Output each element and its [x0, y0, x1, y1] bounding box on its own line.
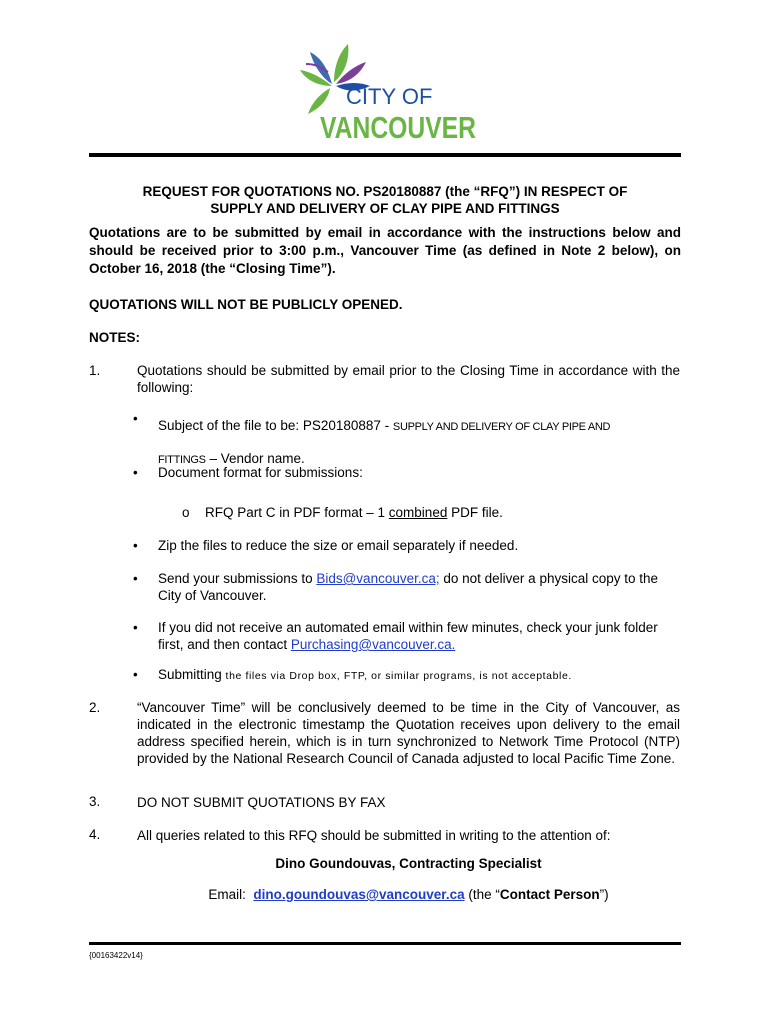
- heading-line2: SUPPLY AND DELIVERY OF CLAY PIPE AND FITTINGS: [210, 201, 560, 216]
- note3-text: DO NOT SUBMIT QUOTATIONS BY FAX: [137, 795, 386, 810]
- heading-line1: REQUEST FOR QUOTATIONS NO. PS20180887 (the “RFQ”) IN RESPECT OF: [142, 184, 628, 199]
- contact-email-link[interactable]: dino.goundouvas@vancouver.ca: [253, 887, 465, 902]
- email-label: Email:: [208, 887, 246, 902]
- sub-text-end: PDF file.: [447, 505, 503, 520]
- subject-text: Subject of the file to be: PS20180887 -: [158, 418, 393, 433]
- contact-email-line: [137, 887, 680, 902]
- bullet-icon: •: [133, 411, 138, 426]
- top-rule: [89, 153, 681, 157]
- notes-heading: NOTES:: [89, 330, 141, 345]
- bullet-icon: •: [133, 667, 138, 682]
- city-of-vancouver-logo: [292, 42, 482, 145]
- sub-text: RFQ Part C in PDF format – 1: [205, 505, 389, 520]
- note2-number: 2.: [89, 700, 101, 715]
- bottom-rule: [89, 942, 681, 945]
- contact-name: Dino Goundouvas, Contracting Specialist: [275, 856, 542, 871]
- intro-paragraph: [89, 224, 681, 278]
- bullet-icon: •: [133, 620, 138, 635]
- note4-number: 4.: [89, 827, 101, 842]
- sub-bullet-pdf: [205, 505, 503, 520]
- send-text-end: do not deliver a physical copy to the City of Vancouver.: [158, 571, 659, 603]
- subject-title-cont: FITTINGS: [158, 454, 206, 466]
- bullet-zip: Zip the files to reduce the size or email separately if needed.: [158, 538, 519, 553]
- logo-line1: CITY OF: [346, 84, 433, 109]
- subject-vendor: – Vendor name.: [205, 451, 305, 466]
- bullet-icon: •: [133, 538, 138, 553]
- note1-number: 1.: [89, 363, 101, 378]
- intro-line3: October 16, 2018 (the “Closing Time”).: [89, 261, 336, 276]
- note1-text: Quotations should be submitted by email prior to the Closing Time in accordance with the following:: [137, 363, 680, 395]
- purchasing-email-link[interactable]: Purchasing@vancouver.ca.: [290, 637, 456, 652]
- note4-text: All queries related to this RFQ should be submitted in writing to the attention of:: [137, 828, 611, 843]
- bullet-drop: [158, 666, 680, 685]
- contact-person-label: Contact Person: [499, 887, 600, 902]
- logo-line2: VANCOUVER: [320, 110, 476, 145]
- sub-combined: combined: [388, 505, 448, 520]
- bullet-icon: •: [133, 571, 138, 586]
- intro-line1: Quotations are to be submitted by email in accordance with the instructions below and: [89, 225, 681, 240]
- contact-suffix: (the “: [464, 887, 500, 902]
- note3-number: 3.: [89, 794, 101, 809]
- send-text: Send your submissions to: [158, 571, 317, 586]
- subject-title: SUPPLY AND DELIVERY OF CLAY PIPE AND: [392, 421, 611, 433]
- drop-text-small: the files via Drop box, FTP, or similar programs, is not acceptable.: [225, 670, 572, 682]
- sub-bullet-icon: o: [182, 505, 190, 520]
- bullet-send: [158, 570, 680, 604]
- auto-text: If you did not receive an automated email within few minutes, check your junk folder first, and then contact: [158, 620, 658, 652]
- bullet-icon: •: [133, 465, 138, 480]
- document-id-footer: {00163422v14}: [89, 951, 143, 960]
- bullet-format: Document format for submissions:: [158, 465, 363, 480]
- bids-email-link[interactable]: Bids@vancouver.ca;: [316, 571, 440, 586]
- intro-line2: should be received prior to 3:00 p.m., Vancouver Time (as defined in Note 2 below), on: [89, 243, 681, 258]
- bullet-auto: [158, 619, 680, 653]
- drop-text: Submitting: [158, 667, 226, 682]
- not-opened-notice: QUOTATIONS WILL NOT BE PUBLICLY OPENED.: [89, 297, 403, 312]
- note2-text: “Vancouver Time” will be conclusively deemed to be time in the City of Vancouver, as indicated in the electronic timestamp the Quotation receives upon delivery to the email address specified herein, which is in turn synchronized to Network Time Protocol (NTP) provided by the National Research Council of Canada adjusted to local Pacific Time Zone.: [137, 700, 680, 766]
- contact-suffix-end: ”): [599, 887, 609, 902]
